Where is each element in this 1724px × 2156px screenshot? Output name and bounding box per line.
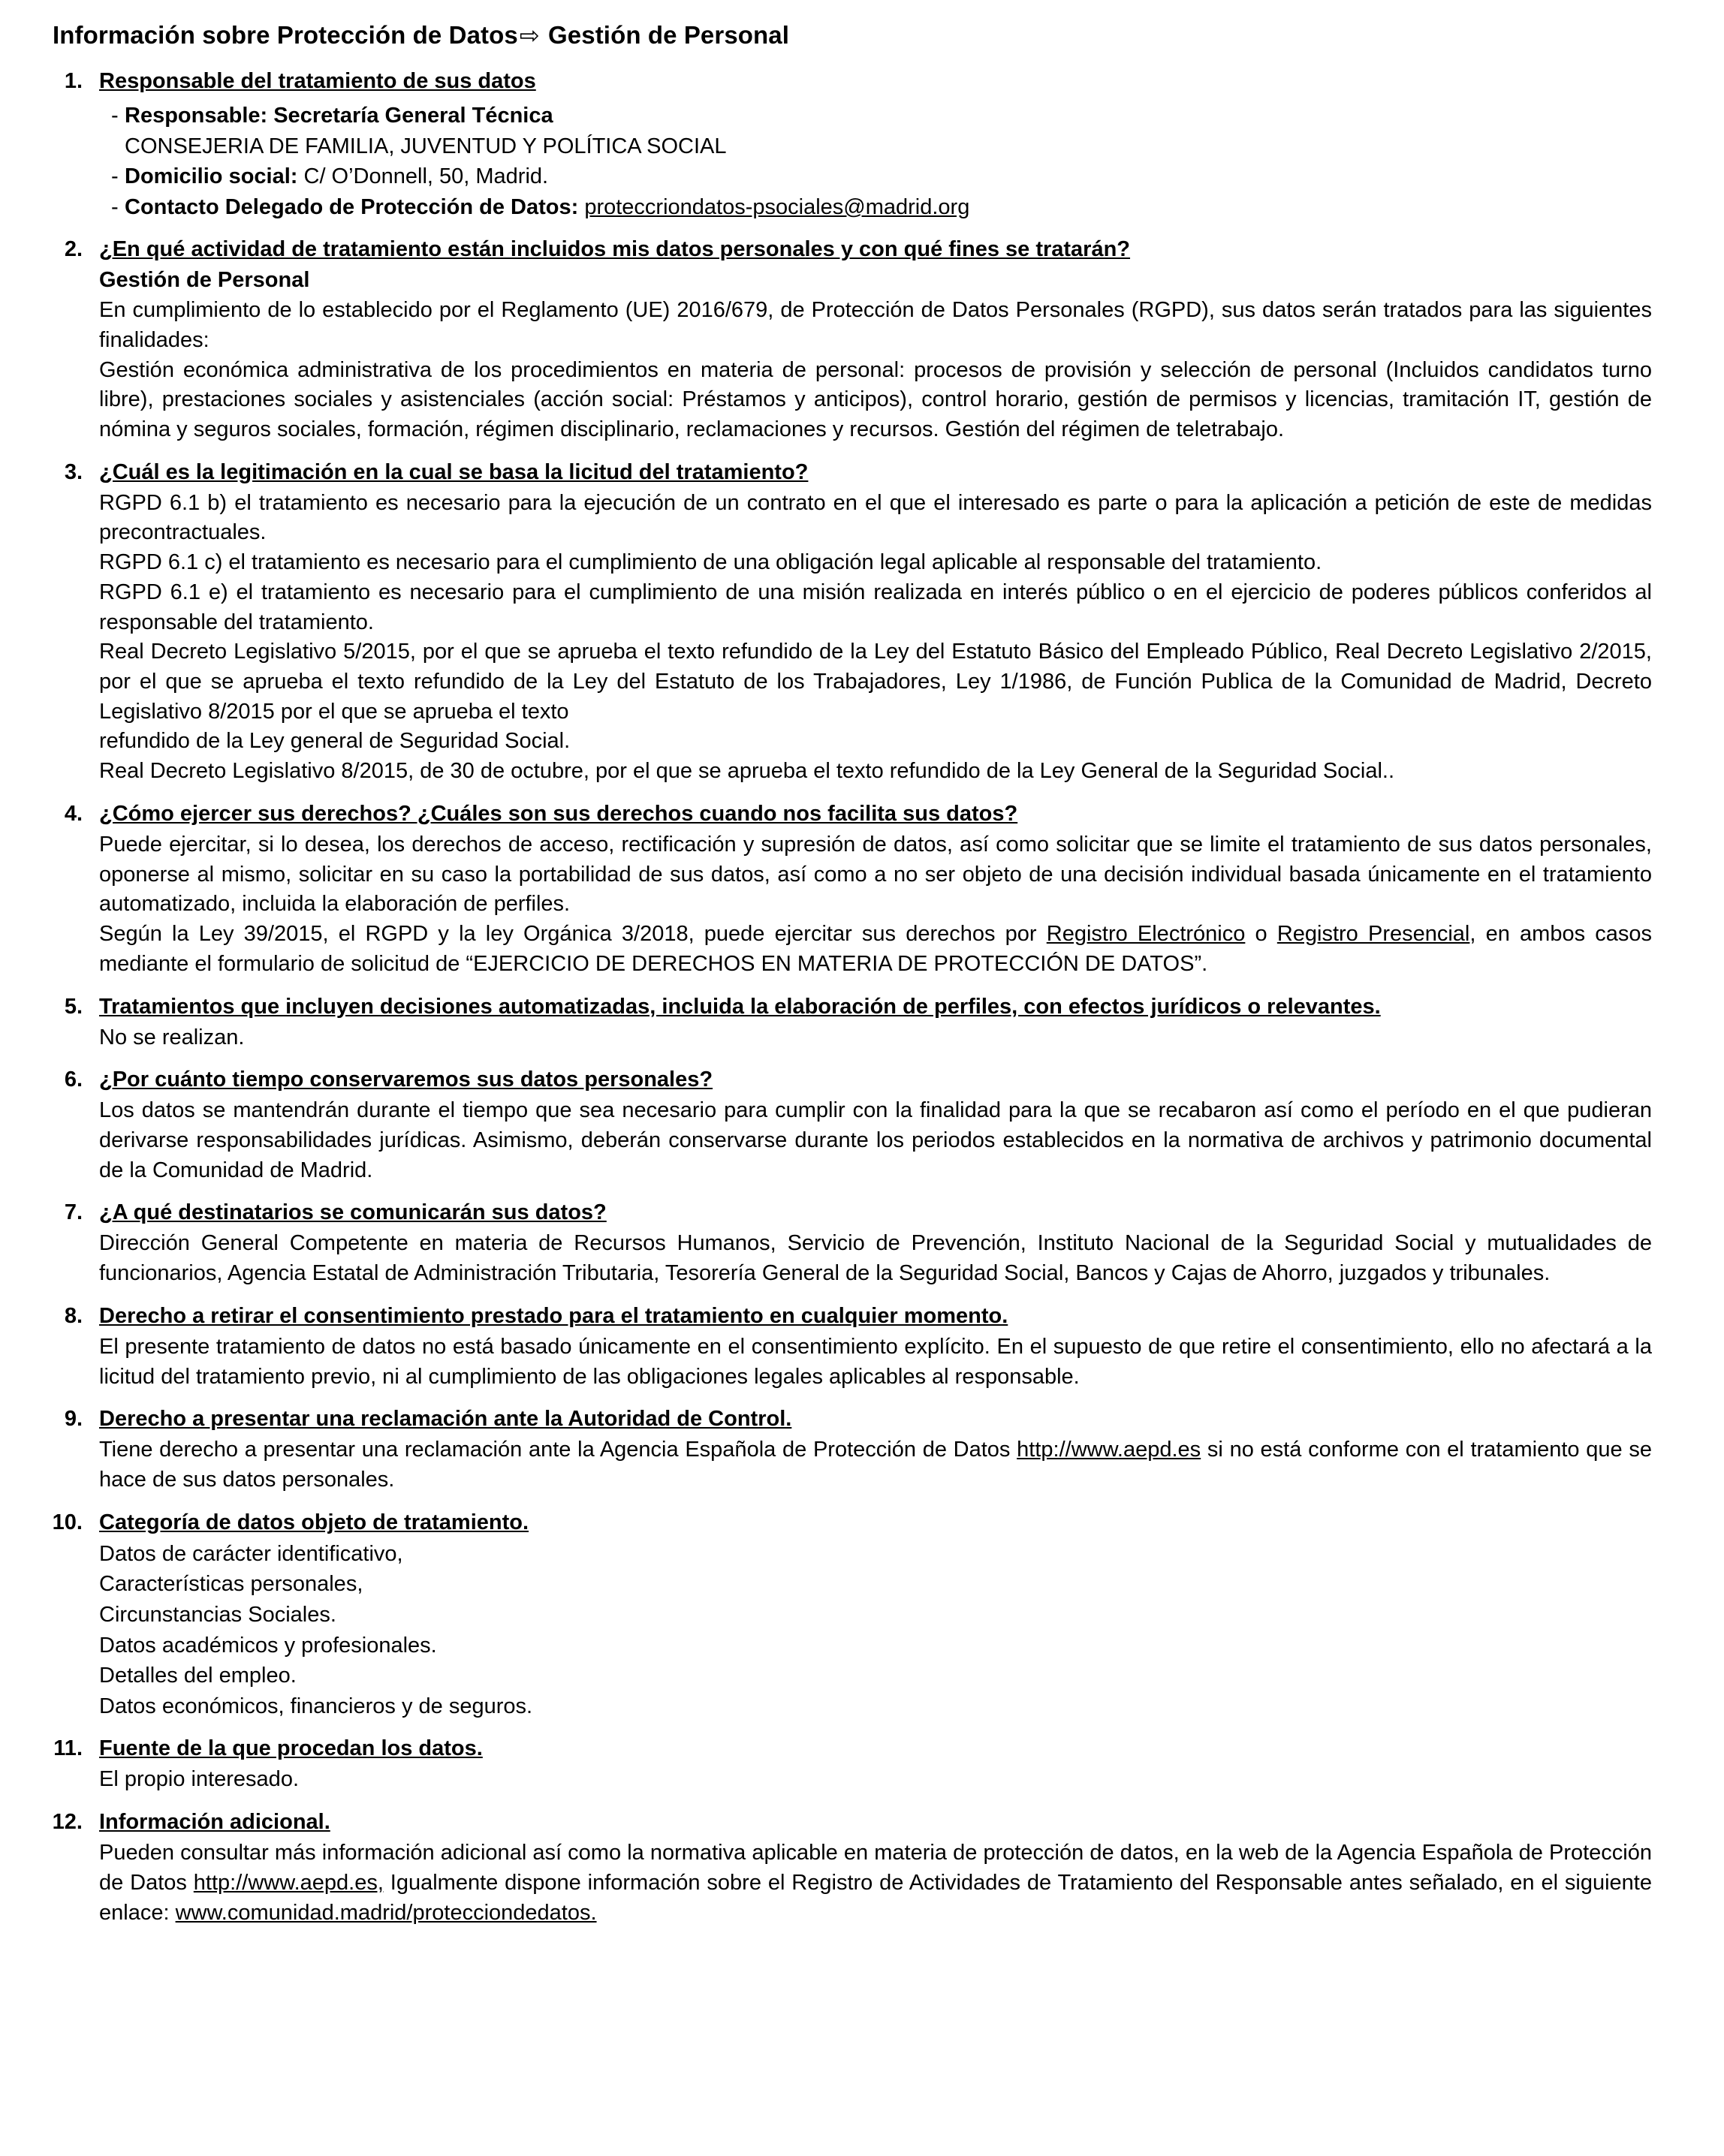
list-item	[99, 101, 1652, 131]
section-body	[99, 799, 1652, 980]
section-paragraph-rich	[99, 1838, 1652, 1928]
registro-electronico-link[interactable]: Registro Electrónico	[1046, 922, 1246, 947]
section-2	[45, 234, 1652, 444]
section-heading: ¿Por cuánto tiempo conservaremos sus datos personales?	[99, 1067, 713, 1092]
section-heading: Responsable del tratamiento de sus datos	[99, 69, 536, 93]
section-paragraph: No se realizan.	[99, 1025, 245, 1049]
section-number: 12.	[52, 1810, 83, 1835]
registro-presencial-link[interactable]: Registro Presencial	[1276, 922, 1470, 947]
section-subtitle: Gestión de Personal	[99, 268, 310, 293]
dash-marker: -	[111, 104, 119, 128]
section-body	[99, 1807, 1652, 1928]
section-list	[45, 66, 1652, 1928]
section-heading: Derecho a retirar el consentimiento prestado para el tratamiento en cualquier momento.	[99, 1303, 1008, 1328]
section-3	[45, 457, 1652, 787]
section-9	[45, 1404, 1652, 1495]
section-1	[45, 66, 1652, 222]
section-paragraph: Gestión económica administrativa de los procedimientos en materia de personal: procesos de provisión y selección de personal (Incluidos candidatos turno libre), prestaciones sociales y asistenciales (acción social: Préstamos y anticipos), control horario, gestión de permisos y licencias, tramitación IT, gestión de nómina y seguros sociales, formación, régimen disciplinario, reclamaciones y recursos. Gestión del régimen de teletrabajo.	[99, 357, 1652, 441]
section-heading: Tratamientos que incluyen decisiones automatizadas, incluida la elaboración de perfiles, con efectos jurídicos o relevantes.	[99, 994, 1381, 1019]
section-number: 6.	[64, 1067, 83, 1092]
list-item-text	[125, 192, 1652, 223]
section-12	[45, 1807, 1652, 1928]
aepd-link[interactable]: http://www.aepd.es,	[193, 1870, 384, 1895]
section-number: 10.	[52, 1510, 83, 1534]
section-paragraph: En cumplimiento de lo establecido por el Reglamento (UE) 2016/679, de Protección de Datos Personales (RGPD), sus datos serán tratados para las siguientes finalidades:	[99, 298, 1652, 352]
section-paragraph: RGPD 6.1 c) el tratamiento es necesario para el cumplimiento de una obligación legal aplicable al responsable del tratamiento.	[99, 550, 1322, 575]
section-paragraph: Real Decreto Legislativo 5/2015, por el que se aprueba el texto refundido de la Ley del Estatuto Básico del Empleado Público, Real Decreto Legislativo 2/2015, por el que se aprueba el texto refundido de la Ley del Estatuto de los Trabajadores, Ley 1/1986, de Función Publica de la Comunidad de Madrid, Decreto Legislativo 8/2015 por el que se aprueba el texto	[99, 640, 1652, 724]
section-body	[99, 234, 1652, 444]
page-title	[53, 21, 1652, 50]
dash-marker: -	[111, 164, 119, 189]
section-number: 9.	[64, 1407, 83, 1432]
section-paragraph: Los datos se mantendrán durante el tiempo que sea necesario para cumplir con la finalidad para la que se recabaron así como el período en el que pudieran derivarse responsabilidades jurídicas. Asimismo, deberán conservarse durante los periodos establecidos en la normativa de archivos y patrimonio documental de la Comunidad de Madrid.	[99, 1098, 1652, 1182]
text-pre: Pueden consultar más información adicional así como la normativa aplicable en materia de protección de datos, en la web de la Agencia Española de Protección de Datos	[99, 1841, 1652, 1895]
list-item: Datos académicos y profesionales.	[99, 1633, 437, 1658]
comunidad-madrid-link[interactable]: www.comunidad.madrid/protecciondedatos.	[175, 1900, 597, 1925]
list-item: Detalles del empleo.	[99, 1664, 297, 1688]
section-paragraph: Real Decreto Legislativo 8/2015, de 30 de octubre, por el que se aprueba el texto refundido de la Ley General de la Seguridad Social..	[99, 759, 1395, 784]
section-body	[99, 1064, 1652, 1185]
section-paragraph-rich	[99, 920, 1652, 979]
list-item-value: C/ O’Donnell, 50, Madrid.	[303, 164, 549, 189]
dpo-email-link[interactable]: proteccriondatos-psociales@madrid.org	[584, 194, 970, 219]
section-10	[45, 1507, 1652, 1722]
list-item-label: Contacto Delegado de Protección de Datos:	[125, 194, 585, 219]
section-body	[99, 1197, 1652, 1288]
section-number: 1.	[64, 69, 83, 93]
section-heading: Información adicional.	[99, 1810, 330, 1835]
section-paragraph: RGPD 6.1 b) el tratamiento es necesario para la ejecución de un contrato en el que el interesado es parte o para la aplicación a petición de este de medidas precontractuales.	[99, 490, 1652, 545]
list-item: Datos de carácter identificativo,	[99, 1541, 403, 1566]
list-item-text	[125, 161, 1652, 192]
list-item-label: Responsable:	[125, 104, 274, 128]
list-item: Circunstancias Sociales.	[99, 1603, 336, 1627]
section-body	[99, 66, 1652, 222]
section-paragraph: El presente tratamiento de datos no está basado únicamente en el consentimiento explícito. En el supuesto de que retire el consentimiento, ello no afectará a la licitud del tratamiento previo, ni al cumplimiento de las obligaciones legales aplicables al responsable.	[99, 1334, 1652, 1389]
section-number: 5.	[64, 994, 83, 1019]
section-4	[45, 799, 1652, 980]
section-heading: Derecho a presentar una reclamación ante la Autoridad de Control.	[99, 1407, 792, 1432]
list-item: Datos económicos, financieros y de seguros.	[99, 1694, 533, 1718]
section-paragraph: refundido de la Ley general de Seguridad Social.	[99, 729, 571, 754]
section-body	[99, 457, 1652, 787]
section-paragraph: Dirección General Competente en materia de Recursos Humanos, Servicio de Prevención, Instituto Nacional de la Seguridad Social y mutualidades de funcionarios, Agencia Estatal de Administración Tributaria, Tesorería General de la Seguridad Social, Bancos y Cajas de Ahorro, juzgados y tribunales.	[99, 1231, 1652, 1286]
page-title-main: Información sobre Protección de Datos	[53, 21, 518, 49]
page-title-sub: Gestión de Personal	[548, 21, 790, 49]
section-5	[45, 992, 1652, 1053]
section-heading: ¿En qué actividad de tratamiento están incluidos mis datos personales y con qué fines se tratarán?	[99, 237, 1131, 262]
responsible-list	[99, 101, 1652, 222]
section-number: 2.	[64, 237, 83, 262]
section-number: 8.	[64, 1303, 83, 1328]
data-category-list	[99, 1539, 1652, 1722]
text-pre: Según la Ley 39/2015, el RGPD y la ley Orgánica 3/2018, puede ejercitar sus derechos por	[99, 922, 1047, 947]
section-heading: ¿Cómo ejercer sus derechos? ¿Cuáles son sus derechos cuando nos facilita sus datos?	[99, 801, 1018, 826]
section-paragraph: El propio interesado.	[99, 1767, 299, 1792]
arrow-icon: ⇨	[519, 21, 540, 50]
text-mid: Igualmente dispone información sobre el Registro de Actividades de Tratamiento del Responsable antes señalado, en el siguiente enlace:	[99, 1870, 1652, 1925]
list-item	[99, 131, 1652, 162]
section-7	[45, 1197, 1652, 1288]
text-mid: o	[1245, 922, 1277, 947]
section-body	[99, 1507, 1652, 1722]
aepd-link[interactable]: http://www.aepd.es	[1017, 1438, 1201, 1462]
text-post: si no está conforme con el tratamiento que se hace de sus datos personales.	[99, 1438, 1652, 1492]
section-paragraph: RGPD 6.1 e) el tratamiento es necesario para el cumplimiento de una misión realizada en interés público o en el ejercicio de poderes públicos conferidos al responsable del tratamiento.	[99, 580, 1652, 634]
list-item	[99, 192, 1652, 223]
list-item-value: Secretaría General Técnica	[273, 104, 553, 128]
section-11	[45, 1733, 1652, 1795]
section-paragraph: Puede ejercitar, si lo desea, los derechos de acceso, rectificación y supresión de datos, así como solicitar que se limite el tratamiento de sus datos personales, oponerse al mismo, solicitar en su caso la portabilidad de sus datos, así como a no ser objeto de una decisión individual basada únicamente en el tratamiento automatizado, incluida la elaboración de perfiles.	[99, 832, 1652, 917]
section-number: 11.	[53, 1736, 83, 1761]
list-item	[99, 161, 1652, 192]
section-body	[99, 1301, 1652, 1392]
section-heading: ¿Cuál es la legitimación en la cual se basa la licitud del tratamiento?	[99, 459, 809, 484]
section-heading: Categoría de datos objeto de tratamiento.	[99, 1510, 529, 1534]
list-item-text	[125, 101, 1652, 131]
section-heading: ¿A qué destinatarios se comunicarán sus datos?	[99, 1200, 607, 1225]
text-post: , en ambos casos mediante el formulario de solicitud de “EJERCICIO DE DERECHOS EN MATERIA DE PROTECCIÓN DE DATOS”.	[99, 922, 1652, 976]
section-body	[99, 1733, 1652, 1795]
section-number: 3.	[64, 459, 83, 484]
section-8	[45, 1301, 1652, 1392]
section-6	[45, 1064, 1652, 1185]
list-item: Características personales,	[99, 1572, 363, 1597]
section-number: 4.	[64, 801, 83, 826]
section-heading: Fuente de la que procedan los datos.	[99, 1736, 483, 1761]
list-item-label: Domicilio social:	[125, 164, 304, 189]
section-paragraph-rich	[99, 1435, 1652, 1495]
text-pre: Tiene derecho a presentar una reclamación ante la Agencia Española de Protección de Datos	[99, 1438, 1017, 1462]
section-body	[99, 1404, 1652, 1495]
section-number: 7.	[64, 1200, 83, 1225]
section-body	[99, 992, 1652, 1053]
list-item-value: CONSEJERIA DE FAMILIA, JUVENTUD Y POLÍTICA SOCIAL	[125, 134, 727, 158]
dash-marker: -	[111, 194, 119, 219]
